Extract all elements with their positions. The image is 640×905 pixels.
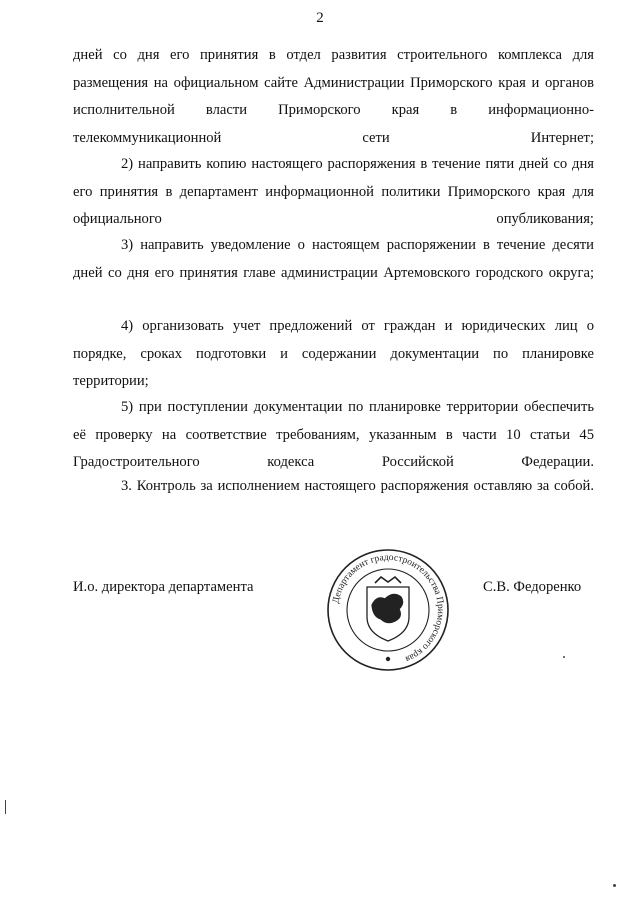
scan-speck	[563, 656, 565, 658]
paragraph-item-3: 3) направить уведомление о настоящем распоряжении в течение десяти дней со дня его принятия главе администрации Артемовского городского округа;	[73, 237, 594, 281]
paragraph-item-4: 4) организовать учет предложений от граждан и юридических лиц о порядке, сроках подготовки и содержании документации по планировке территории;	[73, 318, 594, 390]
page-number: 2	[316, 10, 324, 26]
scan-speck	[613, 884, 616, 887]
signatory-title: И.о. директора департамента	[73, 579, 254, 595]
scan-speck	[5, 800, 6, 814]
signatory-name: С.В. Федоренко	[483, 579, 582, 595]
seal-text: Департамент градостроительства Приморского края	[331, 552, 446, 664]
paragraph-item-2: 2) направить копию настоящего распоряжения в течение пяти дней со дня его принятия в департамент информационной политики Приморского края для официального опубликования;	[73, 156, 594, 228]
paragraph-control-clause: 3. Контроль за исполнением настоящего распоряжения оставляю за собой.	[121, 478, 594, 494]
emblem-icon	[367, 577, 409, 641]
paragraph-item-5: 5) при поступлении документации по планировке территории обеспечить её проверку на соответствие требованиям, указанным в части 10 статьи 45 Градостроительного кодекса Российской Федерации.	[73, 399, 594, 471]
paragraph-continuation: дней со дня его принятия в отдел развития строительного комплекса для размещения на официальном сайте Администрации Приморского края и органов исполнительной власти Приморского края в информационно-телекоммуникационной сети Интернет;	[73, 47, 594, 146]
official-seal	[325, 547, 451, 673]
